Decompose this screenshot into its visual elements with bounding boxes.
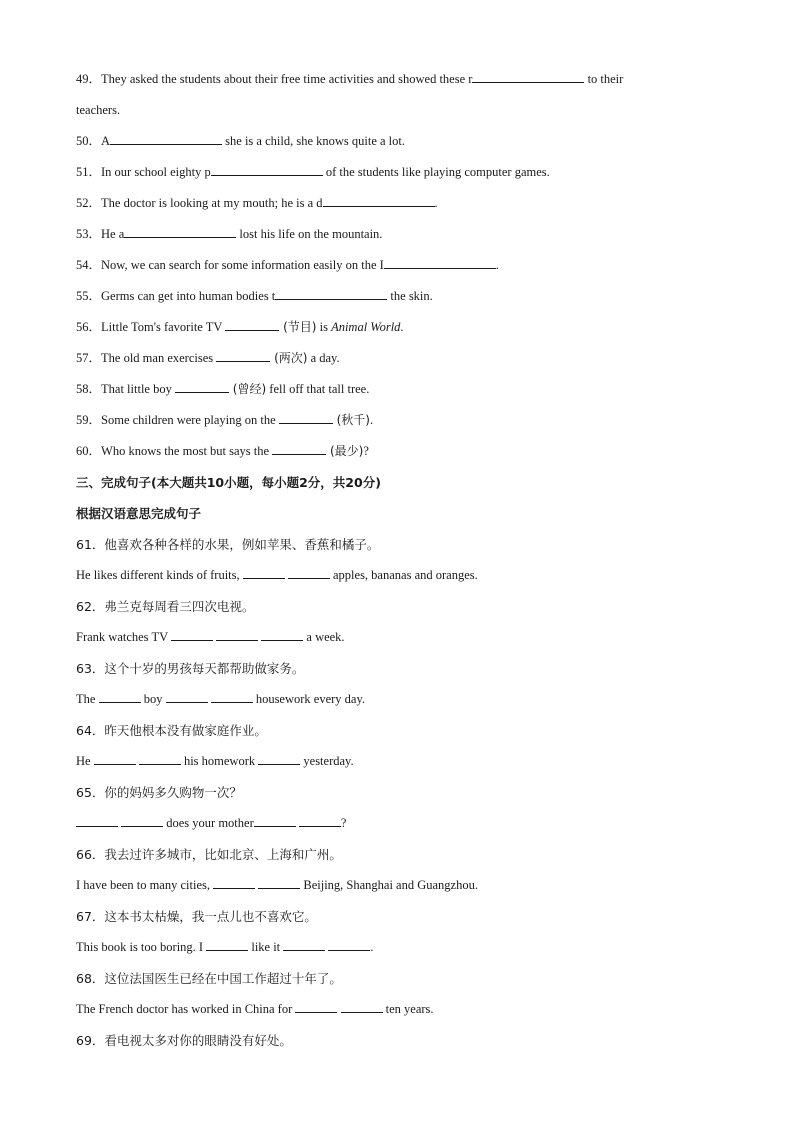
answer-blank[interactable] <box>272 442 326 455</box>
chinese-sentence-line <box>76 591 716 622</box>
question-text: . <box>495 258 499 272</box>
chinese-sentence-line <box>76 777 716 808</box>
question-number: 60． <box>76 444 102 458</box>
question-number: 54． <box>76 258 102 272</box>
question-text: lost his life on the mountain. <box>236 227 383 241</box>
question-line <box>76 343 716 374</box>
sentence-fragment: He <box>76 754 94 768</box>
chinese-sentence-line <box>76 901 716 932</box>
question-number: 68． <box>76 971 105 986</box>
question-line <box>76 126 716 157</box>
chinese-sentence-line <box>76 839 716 870</box>
answer-blank[interactable] <box>124 225 236 238</box>
answer-blank[interactable] <box>288 566 330 579</box>
answer-blank[interactable] <box>283 938 325 951</box>
question-line <box>76 436 716 467</box>
answer-blank[interactable] <box>299 814 341 827</box>
sentence-fragment: a week. <box>303 630 345 644</box>
chinese-sentence: 看电视太多对你的眼睛没有好处。 <box>104 1033 292 1048</box>
question-text-continued: teachers. <box>76 103 121 117</box>
chinese-hint: (两次) <box>270 351 308 365</box>
question-text: . <box>369 413 374 427</box>
question-text: The doctor is looking at my mouth; he is a d <box>101 196 323 210</box>
answer-blank[interactable] <box>211 690 253 703</box>
answer-blank[interactable] <box>213 876 255 889</box>
fill-in-word-questions <box>76 64 716 312</box>
question-text: Who knows the most but says the <box>101 444 273 458</box>
question-text: . <box>400 320 404 334</box>
question-number: 50． <box>76 134 102 148</box>
chinese-hint: (曾经) <box>228 382 267 396</box>
question-text: Some children were playing on the <box>101 413 279 427</box>
question-number: 63． <box>76 661 105 676</box>
answer-blank[interactable] <box>384 256 496 269</box>
section-instruction: 根据汉语意思完成句子 <box>76 506 202 521</box>
answer-blank[interactable] <box>76 814 118 827</box>
answer-blank[interactable] <box>243 566 285 579</box>
chinese-sentence: 这位法国医生已经在中国工作超过十年了。 <box>104 971 342 986</box>
answer-blank[interactable] <box>99 690 141 703</box>
chinese-sentence: 你的妈妈多久购物一次？ <box>104 785 242 800</box>
question-number: 56． <box>76 320 102 334</box>
question-line <box>76 219 716 250</box>
question-text: the skin. <box>387 289 433 303</box>
answer-blank[interactable] <box>206 938 248 951</box>
chinese-sentence: 我去过许多城市，比如北京、上海和广州。 <box>104 847 342 862</box>
english-sentence-line <box>76 932 716 963</box>
question-text: Little Tom's favorite TV <box>101 320 226 334</box>
answer-blank[interactable] <box>323 194 435 207</box>
chinese-sentence-line <box>76 653 716 684</box>
answer-blank[interactable] <box>110 132 222 145</box>
chinese-hint: (秋千) <box>332 413 370 427</box>
question-line <box>76 64 716 95</box>
chinese-sentence: 弗兰克每周看三四次电视。 <box>104 599 255 614</box>
english-sentence-line <box>76 560 716 591</box>
answer-blank[interactable] <box>254 814 296 827</box>
question-number: 58． <box>76 382 102 396</box>
question-text: of the students like playing computer games. <box>322 165 550 179</box>
question-line <box>76 95 716 126</box>
answer-blank[interactable] <box>211 163 323 176</box>
question-number: 65． <box>76 785 105 800</box>
question-number: 53． <box>76 227 102 241</box>
question-text: A <box>101 134 111 148</box>
question-number: 66． <box>76 847 105 862</box>
answer-blank[interactable] <box>216 628 258 641</box>
question-number: 62． <box>76 599 105 614</box>
answer-blank[interactable] <box>139 752 181 765</box>
english-sentence-line <box>76 808 716 839</box>
sentence-fragment: The <box>76 692 99 706</box>
answer-blank[interactable] <box>171 628 213 641</box>
question-text: They asked the students about their free time activities and showed these r <box>101 72 473 86</box>
question-number: 52． <box>76 196 102 210</box>
question-text: Now, we can search for some information easily on the I <box>101 258 384 272</box>
sentence-fragment: The French doctor has worked in China for <box>76 1002 296 1016</box>
answer-blank[interactable] <box>94 752 136 765</box>
sentence-fragment: ten years. <box>382 1002 434 1016</box>
sentence-fragment: Beijing, Shanghai and Guangzhou. <box>300 878 478 892</box>
question-text: That little boy <box>101 382 175 396</box>
question-line <box>76 188 716 219</box>
sentence-fragment: I have been to many cities, <box>76 878 214 892</box>
english-sentence-line <box>76 870 716 901</box>
fill-in-hint-questions <box>76 312 716 467</box>
question-text: In our school eighty p <box>101 165 211 179</box>
question-text: . <box>434 196 438 210</box>
question-number: 57． <box>76 351 102 365</box>
question-text: a day. <box>307 351 340 365</box>
sentence-fragment: his homework <box>180 754 259 768</box>
question-text: she is a child, she knows quite a lot. <box>222 134 406 148</box>
question-line <box>76 281 716 312</box>
sentence-fragment: yesterday. <box>300 754 354 768</box>
question-number: 51． <box>76 165 102 179</box>
question-number: 69． <box>76 1033 105 1048</box>
chinese-sentence: 这本书太枯燥，我一点儿也不喜欢它。 <box>104 909 317 924</box>
sentence-fragment: boy <box>140 692 166 706</box>
sentence-fragment: Frank watches TV <box>76 630 172 644</box>
chinese-sentence: 昨天他根本没有做家庭作业。 <box>104 723 267 738</box>
english-sentence-line <box>76 746 716 777</box>
question-number: 59． <box>76 413 102 427</box>
answer-blank[interactable] <box>341 1000 383 1013</box>
question-line <box>76 250 716 281</box>
english-sentence-line <box>76 684 716 715</box>
english-sentence-line <box>76 994 716 1025</box>
sentence-fragment: housework every day. <box>252 692 366 706</box>
answer-blank[interactable] <box>225 318 279 331</box>
sentence-fragment: . <box>370 940 374 954</box>
question-text: is <box>316 320 332 334</box>
answer-blank[interactable] <box>216 349 270 362</box>
question-text: fell off that tall tree. <box>266 382 370 396</box>
answer-blank[interactable] <box>258 876 300 889</box>
sentence-fragment: He likes different kinds of fruits, <box>76 568 243 582</box>
answer-blank[interactable] <box>472 70 584 83</box>
answer-blank[interactable] <box>121 814 163 827</box>
sentence-fragment: like it <box>248 940 284 954</box>
answer-blank[interactable] <box>166 690 208 703</box>
question-text: ? <box>363 444 369 458</box>
chinese-sentence: 这个十岁的男孩每天都帮助做家务。 <box>104 661 305 676</box>
answer-blank[interactable] <box>279 411 333 424</box>
chinese-hint: (最少) <box>326 444 364 458</box>
question-number: 49． <box>76 72 102 86</box>
question-text: to their <box>584 72 624 86</box>
question-number: 67． <box>76 909 105 924</box>
answer-blank[interactable] <box>261 628 303 641</box>
question-text: Germs can get into human bodies t <box>101 289 276 303</box>
question-text: The old man exercises <box>101 351 217 365</box>
question-line <box>76 405 716 436</box>
chinese-sentence-line <box>76 715 716 746</box>
question-text: He a <box>101 227 125 241</box>
question-line <box>76 312 716 343</box>
chinese-sentence-line <box>76 1025 716 1056</box>
sentence-fragment: This book is too boring. I <box>76 940 207 954</box>
chinese-sentence-line <box>76 963 716 994</box>
question-line <box>76 374 716 405</box>
answer-blank[interactable] <box>328 938 370 951</box>
section-title: 三、完成句子(本大题共10小题，每小题2分，共20分) <box>76 475 381 490</box>
chinese-hint: (节目) <box>279 320 317 334</box>
question-line <box>76 157 716 188</box>
answer-blank[interactable] <box>258 752 300 765</box>
question-number: 64． <box>76 723 105 738</box>
complete-sentence-questions <box>76 529 716 1056</box>
answer-blank[interactable] <box>175 380 229 393</box>
program-title: Animal World <box>331 320 401 334</box>
sentence-fragment: apples, bananas and oranges. <box>329 568 478 582</box>
sentence-fragment: does your mother <box>163 816 254 830</box>
answer-blank[interactable] <box>275 287 387 300</box>
english-sentence-line <box>76 622 716 653</box>
chinese-sentence: 他喜欢各种各样的水果，例如苹果、香蕉和橘子。 <box>104 537 380 552</box>
chinese-sentence-line <box>76 529 716 560</box>
question-number: 61． <box>76 537 105 552</box>
worksheet-page <box>76 64 716 1056</box>
sentence-fragment: ? <box>340 816 347 830</box>
answer-blank[interactable] <box>295 1000 337 1013</box>
question-number: 55． <box>76 289 102 303</box>
